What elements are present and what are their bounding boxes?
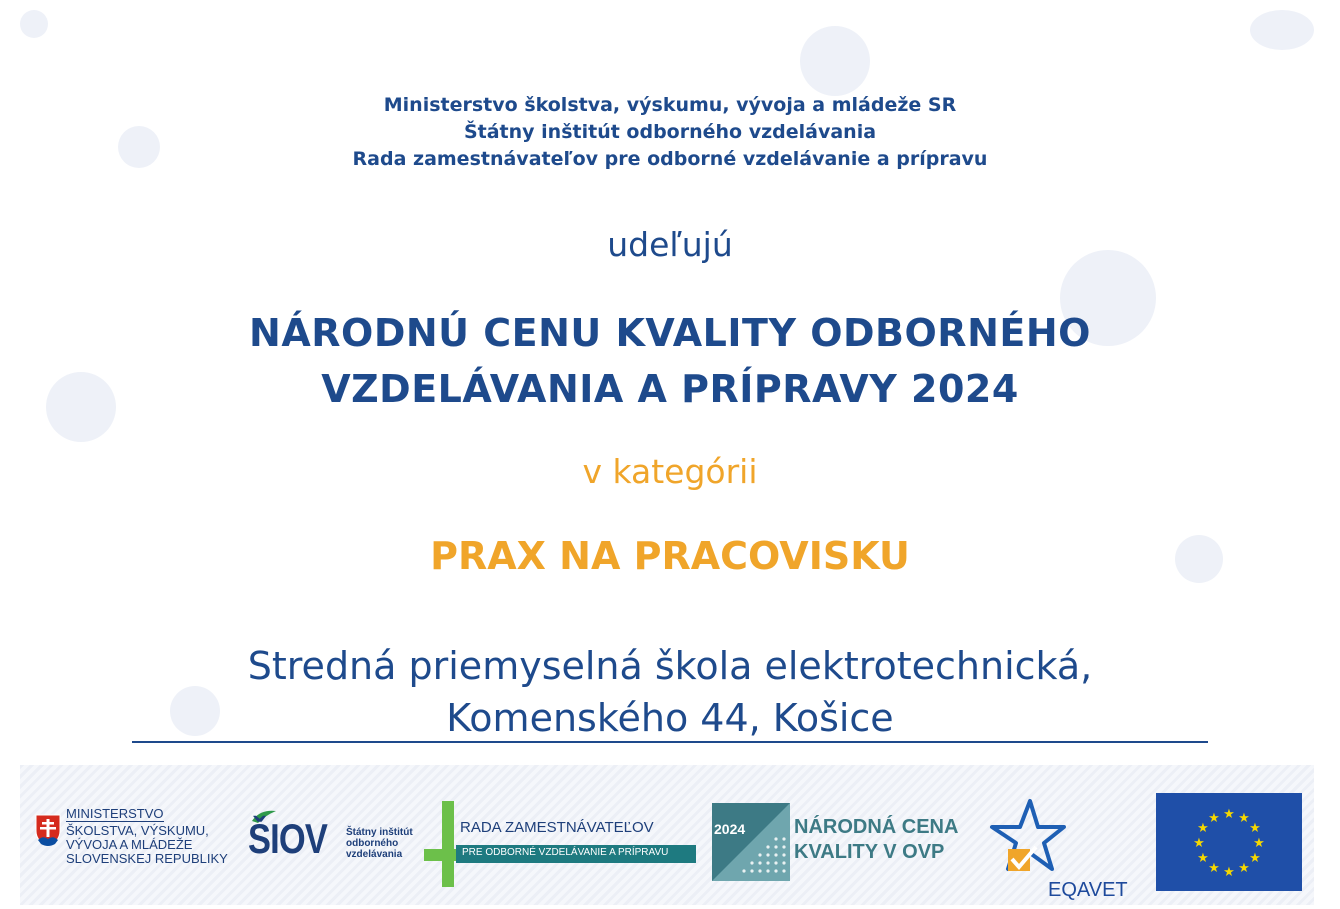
svg-text:★: ★ (1197, 821, 1209, 836)
recipient-line1: Stredná priemyselná škola elektrotechnická, (247, 644, 1093, 688)
svg-text:★: ★ (1238, 811, 1250, 826)
svg-text:★: ★ (1208, 811, 1220, 826)
svg-text:★: ★ (1208, 861, 1220, 876)
siov-logo (248, 801, 418, 881)
svg-text:★: ★ (1253, 836, 1265, 851)
eqavet-wordmark: EQAVET (1048, 879, 1128, 901)
nck-logo (710, 803, 970, 883)
svg-text:★: ★ (1197, 851, 1209, 866)
recipient-block (0, 640, 1340, 744)
logo-footer (20, 765, 1314, 905)
award-title (0, 305, 1340, 417)
siov-subtitle: Štátny inštitút odborného vzdelávania (346, 827, 413, 860)
nck-title: NÁRODNÁ CENA KVALITY V OVP (794, 816, 959, 863)
svg-text:★: ★ (1249, 821, 1261, 836)
svg-text:★: ★ (1193, 836, 1205, 851)
ministry-logo (32, 769, 252, 899)
award-title-line1: NÁRODNÚ CENU KVALITY ODBORNÉHO (249, 311, 1091, 355)
green-cross-icon (424, 801, 464, 887)
issuer-ministry: Ministerstvo školstva, výskumu, vývoja a mládeže SR (383, 94, 957, 116)
decor-dot (800, 26, 870, 96)
category-intro: v kategórii (582, 452, 758, 491)
ministry-logo-text: MINISTERSTVO ŠKOLSTVA, VÝSKUMU, VÝVOJA A MLÁDEŽE SLOVENSKEJ REPUBLIKY (66, 806, 228, 866)
issuer-rada: Rada zamestnávateľov pre odborné vzdelávanie a prípravu (352, 148, 988, 170)
eu-flag-icon (1156, 793, 1302, 891)
issuer-siov: Štátny inštitút odborného vzdelávania (463, 121, 877, 143)
slovak-coat-of-arms-icon (34, 813, 62, 847)
category-name: PRAX NA PRACOVISKU (430, 534, 910, 578)
svg-text:★: ★ (1238, 861, 1250, 876)
rada-logo (424, 801, 704, 891)
rada-logo-title: RADA ZAMESTNÁVATEĽOV (460, 819, 654, 836)
award-title-line2: VZDELÁVANIA A PRÍPRAVY 2024 (321, 367, 1019, 411)
siov-wordmark: ŠIOV (248, 815, 328, 862)
svg-text:★: ★ (1223, 865, 1235, 880)
recipient-line2: Komenského 44, Košice (446, 696, 894, 740)
svg-text:★: ★ (1249, 851, 1261, 866)
rada-logo-subtitle: PRE ODBORNÉ VZDELÁVANIE A PRÍPRAVU (462, 847, 669, 858)
svg-text:★: ★ (1223, 807, 1235, 822)
nck-year: 2024 (714, 821, 746, 837)
checkmark-icon (1006, 845, 1038, 873)
nck-emblem-icon (712, 803, 790, 881)
decor-dot (1250, 10, 1314, 50)
divider (132, 741, 1208, 743)
grant-text: udeľujú (607, 225, 733, 264)
decor-dot (20, 10, 48, 38)
eqavet-logo (982, 791, 1152, 907)
issuers-block (0, 92, 1340, 173)
